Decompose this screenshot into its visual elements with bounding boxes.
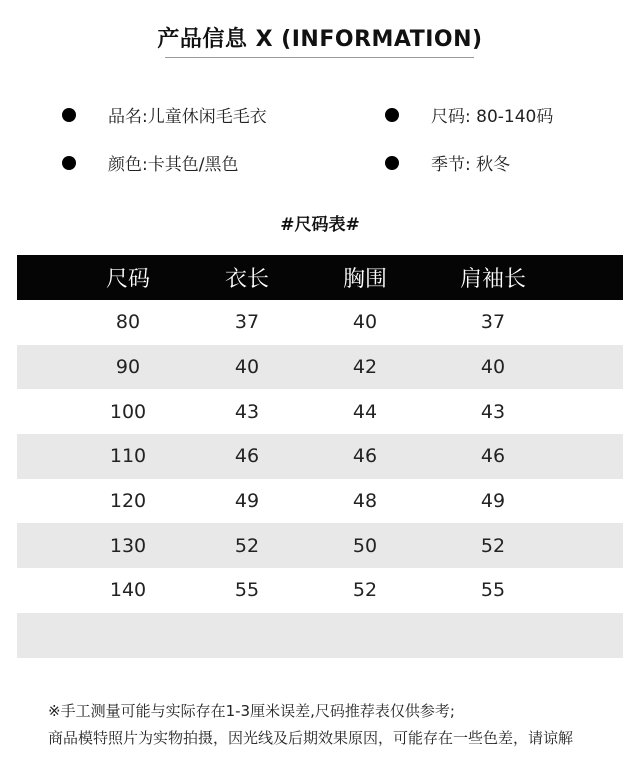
table-cell: 46 [480,445,506,468]
bullet-icon [62,156,76,170]
bullet-icon [62,108,76,122]
table-cell: 80 [115,311,141,334]
table-cell: 49 [234,490,260,513]
table-cell: 44 [352,400,378,423]
table-row [17,345,623,390]
table-cell: 120 [109,490,147,513]
table-row [17,523,623,568]
table-cell: 90 [115,356,141,379]
table-cell: 40 [234,356,260,379]
table-cell: 40 [480,356,506,379]
bullet-icon [385,156,399,170]
table-cell: 40 [352,311,378,334]
column-header: 肩袖长 [459,267,526,292]
table-cell: 52 [234,534,260,557]
column-header: 衣长 [224,267,269,292]
table-row [17,300,623,345]
page-title: 产品信息 X (INFORMATION) [157,27,483,52]
info-season-text: 季节: 秋冬 [431,155,511,175]
info-season [385,150,510,175]
table-cell: 55 [480,579,506,602]
table-cell: 46 [234,445,260,468]
table-cell: 48 [352,490,378,513]
table-body [17,300,623,658]
table-row [17,389,623,434]
table-cell: 49 [480,490,506,513]
table-row [17,479,623,524]
column-header: 尺码 [105,267,150,292]
table-cell: 140 [109,579,147,602]
table-header [17,255,623,300]
info-color [62,150,238,175]
table-row [17,613,623,658]
table-cell: 43 [480,400,506,423]
info-size-text: 尺码: 80-140码 [431,107,554,127]
table-row [17,434,623,479]
table-cell: 52 [480,534,506,557]
note-line-1: ※手工测量可能与实际存在1-3厘米误差,尺码推荐表仅供参考; [48,702,455,720]
table-cell: 42 [352,356,378,379]
table-cell: 50 [352,534,378,557]
table-cell: 110 [109,445,147,468]
info-name [62,102,267,127]
table-cell: 52 [352,579,378,602]
table-cell: 37 [480,311,506,334]
table-cell: 37 [234,311,260,334]
info-size [385,102,553,127]
bullet-icon [385,108,399,122]
table-row [17,568,623,613]
size-table-title: #尺码表# [280,215,360,235]
info-color-text: 颜色:卡其色/黑色 [108,155,239,175]
title-underline [165,57,474,58]
note-line-2: 商品模特照片为实物拍摄，因光线及后期效果原因，可能存在一些色差，请谅解 [48,729,574,747]
table-cell: 43 [234,400,260,423]
size-table [17,255,623,658]
column-header: 胸围 [342,267,387,292]
table-cell: 130 [109,534,147,557]
info-name-text: 品名:儿童休闲毛毛衣 [108,107,267,127]
table-cell: 46 [352,445,378,468]
table-cell: 55 [234,579,260,602]
table-cell: 100 [109,400,147,423]
